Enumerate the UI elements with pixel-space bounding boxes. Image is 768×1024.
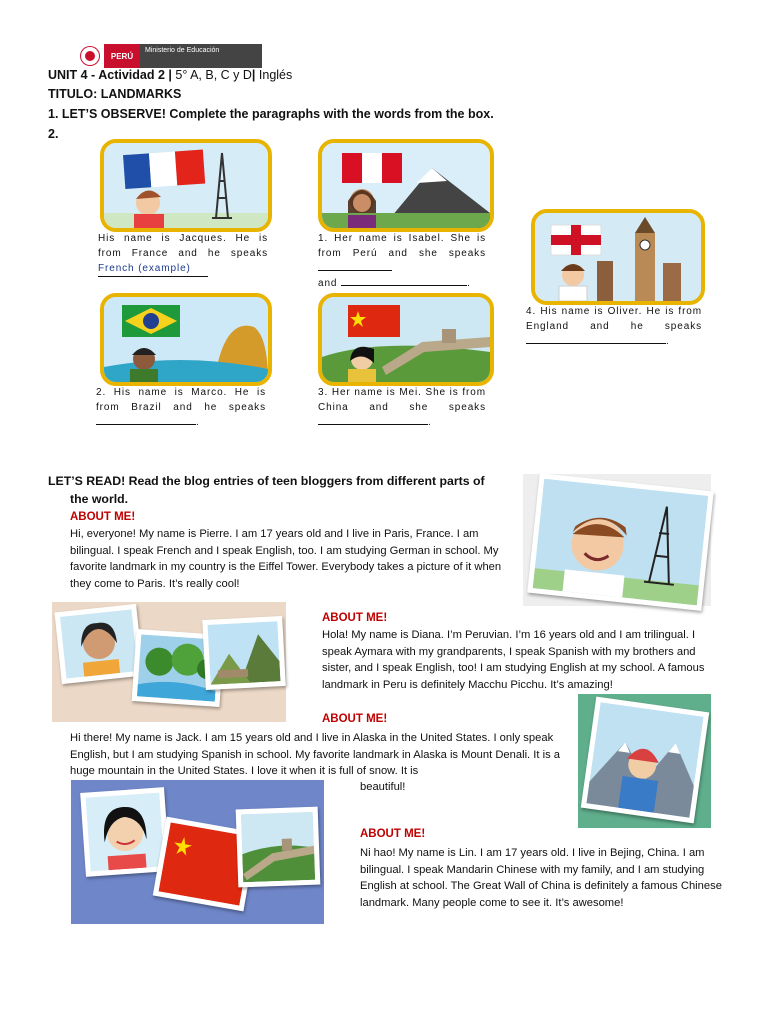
item-1-number: 1. bbox=[318, 233, 329, 244]
read-heading-line2: the world. bbox=[70, 492, 129, 506]
coat-of-arms-icon bbox=[76, 44, 104, 68]
item-4-sentence: His name is Oliver. He is from England and he speaks bbox=[526, 306, 702, 332]
jack-paragraph-end: beautiful! bbox=[360, 781, 406, 793]
jack-paragraph: Hi there! My name is Jack. I am 15 years old and I live in Alaska in the United States. I only speak English, but I am studying Spanish in school. My favorite landmark in Alaska is Mount Denali. It is a huge mountain in the United States. I love it when it is full of snow. It is bbox=[70, 732, 560, 777]
read-heading-line1: LET’S READ! Read the blog entries of teen bloggers from different parts of bbox=[48, 474, 485, 488]
item-2-number: 2. bbox=[96, 387, 107, 398]
item-3-sentence: Her name is Mei. She is from China and she speaks bbox=[318, 387, 486, 413]
item-1-blank-2[interactable] bbox=[341, 285, 467, 286]
peru-picture bbox=[318, 139, 494, 232]
unit-prefix: UNIT 4 - Actividad 2 | bbox=[48, 68, 172, 82]
pierre-photo bbox=[527, 473, 714, 611]
minedu-logo bbox=[76, 44, 262, 68]
about-me-jack: ABOUT ME! bbox=[322, 713, 388, 725]
item-4-number: 4. bbox=[526, 306, 537, 317]
lin-photo-great-wall bbox=[236, 807, 321, 888]
logo-ministry-label: Ministerio de Educación bbox=[140, 44, 262, 68]
item-2-blank[interactable] bbox=[96, 424, 196, 425]
england-picture bbox=[531, 209, 705, 305]
china-picture bbox=[318, 293, 494, 386]
item-1-sentence: Her name is Isabel. She is from Perú and she speaks bbox=[318, 233, 486, 259]
logo-peru-label: PERÚ bbox=[104, 44, 140, 68]
item-1-text: 1. Her name is Isabel. She is from Perú and she speaks and . bbox=[318, 233, 486, 289]
about-me-diana: ABOUT ME! bbox=[322, 612, 388, 624]
item-3-number: 3. bbox=[318, 387, 329, 398]
item-2-text: 2. His name is Marco. He is from Brazil and he speaks . bbox=[96, 387, 266, 428]
lin-paragraph: Ni hao! My name is Lin. I am 17 years old. I live in Bejing, China. I am bilingual. I speak Mandarin Chinese with my family, and I am studying English at school. The Great Wall of China is definitely a famous Chinese landmark. Many people come to see it. It’s awesome! bbox=[360, 847, 722, 909]
item-1-and: and bbox=[318, 278, 338, 289]
about-me-lin: ABOUT ME! bbox=[360, 828, 426, 840]
about-me-pierre: ABOUT ME! bbox=[70, 511, 136, 523]
unit-line bbox=[48, 68, 292, 82]
example-sentence: His name is Jacques. He is from France and he speaks bbox=[98, 233, 268, 259]
item-4-text: 4. His name is Oliver. He is from England and he speaks . bbox=[526, 306, 702, 347]
example-answer: French (example) bbox=[98, 261, 208, 277]
france-picture bbox=[100, 139, 272, 232]
diana-image bbox=[52, 602, 286, 722]
pierre-image bbox=[523, 474, 711, 606]
unit-sep: | bbox=[251, 68, 259, 82]
item-2-sentence: His name is Marco. He is from Brazil and he speaks bbox=[96, 387, 266, 413]
item-3-text: 3. Her name is Mei. She is from China and she speaks . bbox=[318, 387, 486, 428]
example-text bbox=[98, 231, 268, 277]
lin-photo-face bbox=[80, 787, 170, 877]
item-3-blank[interactable] bbox=[318, 424, 428, 425]
brazil-picture bbox=[100, 293, 272, 386]
item-1-blank-1[interactable] bbox=[318, 270, 392, 271]
item-4-blank[interactable] bbox=[526, 343, 666, 344]
lin-image bbox=[71, 780, 324, 924]
diana-photo-face bbox=[54, 604, 143, 684]
titulo: TITULO: LANDMARKS bbox=[48, 87, 182, 101]
jack-image bbox=[578, 694, 711, 828]
jack-photo bbox=[581, 697, 709, 824]
question-1: 1. LET’S OBSERVE! Complete the paragraphs with the words from the box. bbox=[48, 107, 494, 121]
diana-paragraph: Hola! My name is Diana. I’m Peruvian. I’m 16 years old and I am trilingual. I speak Aymara with my grandparents, I speak Spanish with my brothers and sister, and I speak English, too! I am studying English at my school. A famous landmark in Peru is definitely Macchu Picchu. It’s amazing! bbox=[322, 629, 705, 691]
question-2: 2. bbox=[48, 127, 59, 141]
unit-grade: 5° A, B, C y D bbox=[171, 68, 252, 82]
pierre-paragraph: Hi, everyone! My name is Pierre. I am 17 years old and I live in Paris, France. I am bilingual. I speak French and I speak English, too. I am studying German in school. My favorite landmark in my country is the Eiffel Tower. Everybody takes a picture of it when they come to Paris. It’s really cool! bbox=[70, 528, 502, 590]
diana-photo-machu-picchu bbox=[202, 616, 286, 690]
unit-subject: Inglés bbox=[258, 68, 293, 82]
